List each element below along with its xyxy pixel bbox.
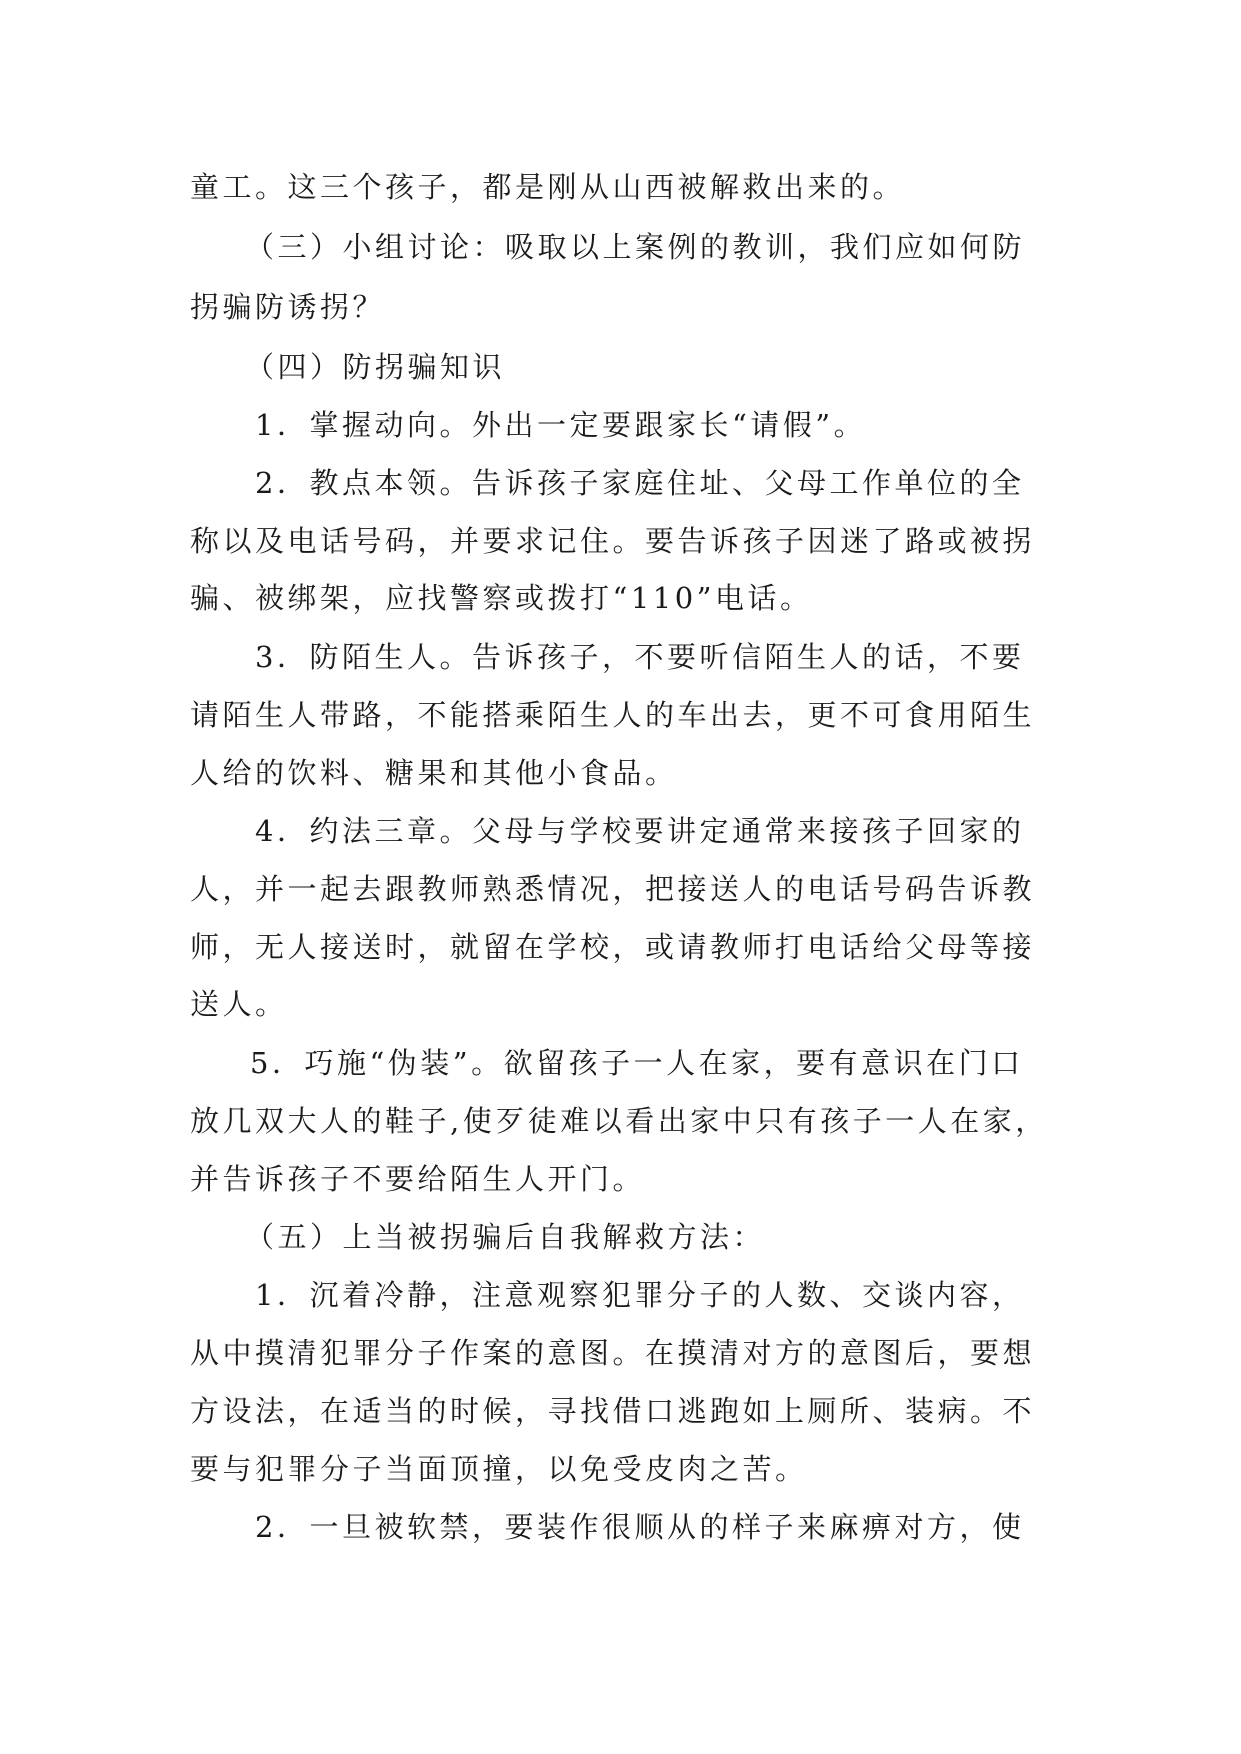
list-item-2: 2．教点本领。告诉孩子家庭住址、父母工作单位的全 <box>255 466 1025 500</box>
text-line-17: 放几双大人的鞋子,使歹徒难以看出家中只有孩子一人在家， <box>190 1104 1048 1138</box>
rescue-item-1: 1．沉着冷静，注意观察犯罪分子的人数、交谈内容， <box>255 1278 1025 1312</box>
text-line-22: 方设法，在适当的时候，寻找借口逃跑如上厕所、装病。不 <box>190 1394 1036 1428</box>
text-line-11: 人给的饮料、糖果和其他小食品。 <box>190 756 678 790</box>
text-line-10: 请陌生人带路，不能搭乘陌生人的车出去，更不可食用陌生 <box>190 698 1036 732</box>
text-line-2: （三）小组讨论：吸取以上案例的教训，我们应如何防 <box>245 230 1026 264</box>
list-item-3: 3．防陌生人。告诉孩子，不要听信陌生人的话，不要 <box>255 640 1025 674</box>
text-line-18: 并告诉孩子不要给陌生人开门。 <box>190 1162 646 1196</box>
section-heading-4: （四）防拐骗知识 <box>245 350 506 384</box>
text-line-21: 从中摸清犯罪分子作案的意图。在摸清对方的意图后，要想 <box>190 1336 1036 1370</box>
text-line-7: 称以及电话号码，并要求记住。要告诉孩子因迷了路或被拐 <box>190 524 1036 558</box>
rescue-item-2: 2．一旦被软禁，要装作很顺从的样子来麻痹对方，使 <box>255 1510 1025 1544</box>
list-item-1: 1．掌握动向。外出一定要跟家长“请假”。 <box>255 408 867 442</box>
text-line-14: 师，无人接送时，就留在学校，或请教师打电话给父母等接 <box>190 930 1036 964</box>
text-line-1: 童工。这三个孩子，都是刚从山西被解救出来的。 <box>190 170 906 204</box>
text-line-13: 人，并一起去跟教师熟悉情况，把接送人的电话号码告诉教 <box>190 872 1036 906</box>
text-line-3: 拐骗防诱拐？ <box>190 290 386 324</box>
text-line-8: 骗、被绑架，应找警察或拨打“110”电话。 <box>190 581 813 615</box>
text-line-23: 要与犯罪分子当面顶撞，以免受皮肉之苦。 <box>190 1452 808 1486</box>
text-line-15: 送人。 <box>190 987 288 1021</box>
list-item-5: 5．巧施“伪装”。欲留孩子一人在家，要有意识在门口 <box>250 1046 1024 1080</box>
section-heading-5: （五）上当被拐骗后自我解救方法： <box>245 1220 766 1254</box>
list-item-4: 4．约法三章。父母与学校要讲定通常来接孩子回家的 <box>255 814 1025 848</box>
